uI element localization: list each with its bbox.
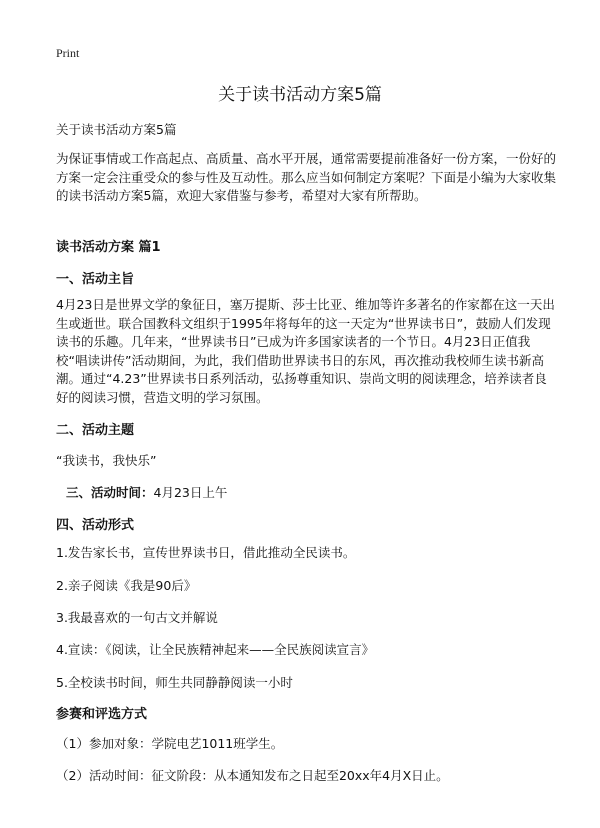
heading-eval: 参赛和评选方式	[56, 707, 148, 722]
doc-subtitle: 关于读书活动方案5篇	[56, 122, 177, 137]
theme-text: “我读书，我快乐”	[56, 453, 157, 468]
heading-theme: 二、活动主题	[56, 423, 135, 438]
list-item: 3.我最喜欢的一句古文并解说	[56, 610, 218, 625]
list-item: 2.亲子阅读《我是90后》	[56, 578, 197, 593]
heading-time: 三、活动时间：	[66, 485, 154, 500]
heading-form: 四、活动形式	[56, 518, 135, 533]
time-value: 4月23日上午	[153, 485, 228, 500]
heading-purpose: 一、活动主旨	[56, 272, 135, 287]
list-item: 1.发告家长书，宣传世界读书日，借此推动全民读书。	[56, 545, 356, 560]
section-title: 读书活动方案 篇1	[56, 240, 161, 255]
intro-paragraph: 为保证事情或工作高起点、高质量、高水平开展，通常需要提前准备好一份方案，一份好的方案一定会注重受众的参与性及互动性。那么应当如何制定方案呢？下面是小编为大家收集的读书活动方案5篇，欢迎大家借鉴与参考，希望对大家有所帮助。	[56, 151, 557, 203]
list-item: （1）参加对象：学院电艺1011班学生。	[56, 736, 284, 751]
list-item: 5.全校读书时间，师生共同静静阅读一小时	[56, 675, 293, 690]
list-item: （2）活动时间：征文阶段：从本通知发布之日起至20xx年4月X日止。	[56, 768, 449, 783]
print-label[interactable]: Print	[56, 46, 80, 60]
time-line	[66, 483, 227, 501]
page-title: 关于读书活动方案5篇	[218, 85, 382, 105]
purpose-paragraph: 4月23日是世界文学的象征日，塞万提斯、莎士比亚、维加等许多著名的作家都在这一天出生或逝世。联合国教科文组织于1995年将每年的这一天定为“世界读书日”，鼓励人们发现读书的乐趣。几年来，“世界读书日”已成为许多国家读者的一个节日。4月23日正值我校“唱读讲传”活动期间，为此，我们借助世界读书日的东风，再次推动我校师生读书新高潮。通过“4.23”世界读书日系列活动，弘扬尊重知识、崇尚文明的阅读理念，培养读者良好的阅读习惯，营造文明的学习氛围。	[56, 297, 555, 405]
list-item: 4.宣读：《阅读，让全民族精神起来——全民族阅读宣言》	[56, 642, 375, 657]
